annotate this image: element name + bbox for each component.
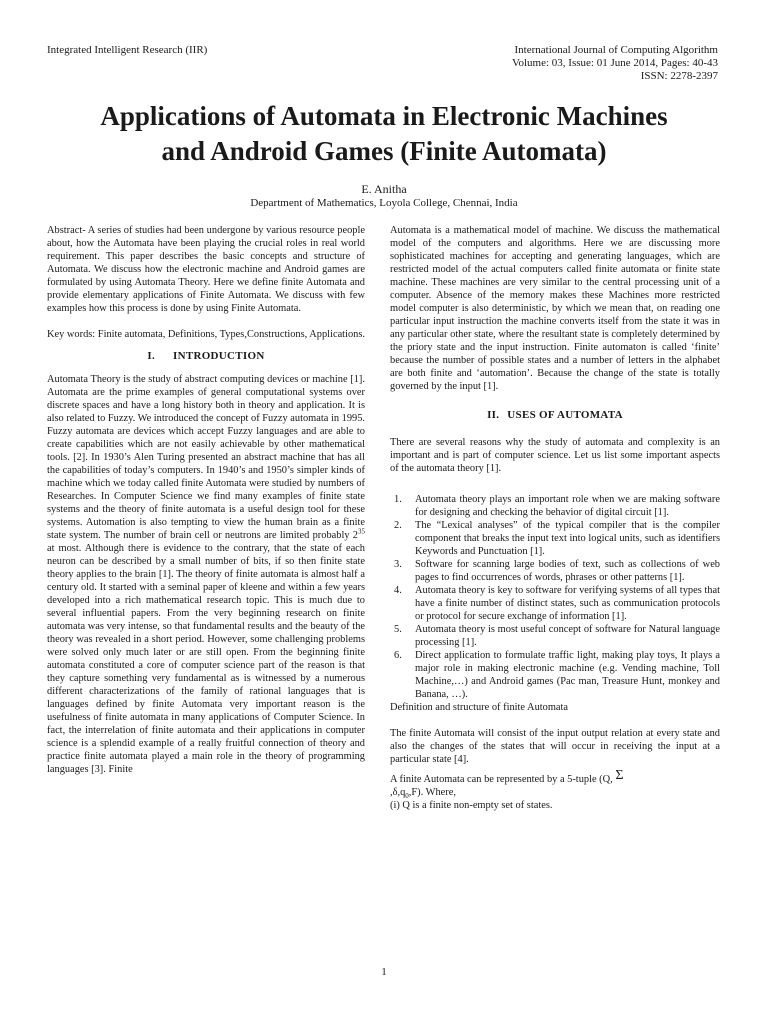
list-item [390,649,720,701]
list-item-number: 5. [394,624,402,635]
introduction-body [47,373,365,776]
journal-issn: ISSN: 2278-2397 [640,70,718,82]
journal-volume: Volume: 03, Issue: 01 June 2014, Pages: 40-43 [511,57,718,69]
finite-automata-paragraph: The finite Automata will consist of the input output relation at every state and also the changes of the states that will occur in receiving the input at a particular state [4]. [390,728,720,765]
q0-subscript: 0 [405,792,409,801]
list-item-number: 3. [394,559,402,570]
list-item [390,623,720,649]
list-item [390,519,720,558]
list-item-text: Automata theory plays an important role when we are making software for designing and checking the behavior of digital circuit [1]. [415,494,720,518]
list-item-number: 1. [394,494,402,505]
section-2-heading [390,409,720,422]
section-2-number: II. [487,409,500,421]
tuple-text-a: A finite Automata can be represented by a 5-tuple (Q, [390,774,613,785]
right-column [390,224,720,812]
q-definition: (i) Q is a finite non-empty set of states. [390,800,553,811]
section-2-title: USES OF AUTOMATA [507,409,623,421]
page-number: 1 [381,966,387,978]
list-item [390,493,720,519]
list-item-number: 4. [394,585,402,596]
list-item [390,558,720,584]
list-item-number: 2. [394,520,402,531]
uses-list [390,493,720,701]
title-line-2: and Android Games (Finite Automata) [161,136,607,166]
list-item [390,584,720,623]
tuple-text-c: ,F). Where, [408,787,456,798]
intro-text-a: Automata Theory is the study of abstract computing devices or machine [1]. Automata are the prime examples of general computational systems over discrete spaces and have a long history both in theory and application. It is also related to Fuzzy. We introduced the concept of Fuzzy automata in 1995. Fuzzy automata are devices which accept Fuzzy languages and are able to create capabilities which are not easily achievable by other mathematical tools. [2]. In 1930’s Alen Turing presented an abstract machine that has all the capabilities of today’s computers. In 1940’s and 1950’s simpler kinds of machine which we today called finite Automata were studied by numbers of Researches. In Computer Science we find many examples of finite state systems and the theory of finite automata is a useful design tool for these systems. Automation is also tempting to view the human brain as a finite state system. The number of brain cell or neutrons are limited probably 2 [47,374,365,541]
intro-exponent: 35 [358,527,365,536]
tuple-text-b: ,δ,q [390,787,406,798]
intro-continuation: Automata is a mathematical model of machine. We discuss the mathematical model of the computers and algorithms. Here we are discussing more sophisticated machines for accepting and generating languages, which are restricted model of the actual computers called finite automata or finite state machine. These machines are very similar to the central processing unit of a computer. Absence of the memory makes these Machines more restricted model computer is also deterministic, by which we mean that, on reading one particular input instruction the machine converts itself from the state it was in any particular other state, where the resultant state is completely determined by the priory state and the input instruction. Finite automaton is called ‘finite’ because the number of possible states and a number of letters in the alphabet are both finite and ‘automation’. Because the change of the state is totally governed by the input [1]. [390,225,720,392]
list-item-text: Direct application to formulate traffic light, making play toys, It plays a major role in making electronic machine (e.g. Vending machine, Toll Machine,…) and Android games (Pac man, Treasure Hunt, monkey and Banana, …). [415,650,720,700]
sigma-symbol: Σ [615,768,624,783]
left-column [47,224,365,776]
running-header-left: Integrated Intelligent Research (IIR) [47,44,208,56]
list-item-text: Software for scanning large bodies of text, such as collections of web pages to find occurrences of words, phrases or other patterns [1]. [415,559,720,583]
author-affiliation: Department of Mathematics, Loyola College, Chennai, India [250,197,518,209]
section-1-heading [47,350,365,363]
list-item-text: Automata theory is most useful concept of software for Natural language processing [1]. [415,624,720,648]
keywords: Key words: Finite automata, Definitions, Types,Constructions, Applications. [47,329,365,340]
list-item-number: 6. [394,650,402,661]
section-1-number: I. [147,350,155,362]
definition-heading: Definition and structure of finite Automata [390,702,569,713]
intro-text-b: at most. Although there is evidence to the contrary, that the state of each neuron can be described by a small number of bits, if so then finite state theory applies to the brain [1]. The theory of finite automata is almost half a century old. It started with a seminal paper of kleene and within a few years developed into a rich mathematical research topic. This is much due to several influential papers. From the very beginning research on finite automata was very intense, so that fundamental results and the beauty of the theory was revealed in a short period. However, some challenging problems were solved only much later or are still open. From the beginning finite automata constituted a core of computer science part of the reason is that they capture something very fundamental as is witnessed by a numerous different characterizations of the family of rational languages that is languages defined by finite Automata very important reason is the usefulness of finite automata in many applications of Computer Science. In fact, the interrelation of finite automata and their applications in computer science is a splendid example of a really fruitful connection of theory and practice finite automata played a main role in the theory of programming languages [3]. Finite [47,543,365,775]
paper-title [20,99,748,169]
list-item-text: Automata theory is key to software for verifying systems of all types that have a finite number of distinct states, such as communication protocols or protocol for secure exchange of information [1]. [415,585,720,622]
author-name: E. Anitha [361,182,407,196]
section-1-title: INTRODUCTION [173,350,265,362]
abstract: Abstract- A series of studies had been undergone by various resource people about, how the Automata have been playing the crucial roles in real world requirement. This paper describes the basic concepts and structure of Automata. We discuss how the electronic machine and Android games are formulated by using Automata Theory. Here we define finite Automata and provide elementary applications of Finite Automata. We discuss with few examples how this process is done by using Finite Automata. [47,225,365,314]
list-item-text: The “Lexical analyses” of the typical compiler that is the compiler component that breaks the input text into logical units, such as identifiers Keywords and Punctuation [1]. [415,520,720,557]
running-header-right [512,44,718,83]
tuple-definition [390,768,720,801]
uses-intro: There are several reasons why the study of automata and complexity is an important and is part of computer science. Let us list some important aspects of the automata theory [1]. [390,437,720,474]
journal-name: International Journal of Computing Algorithm [514,44,718,56]
title-line-1: Applications of Automata in Electronic Machines [100,101,668,131]
